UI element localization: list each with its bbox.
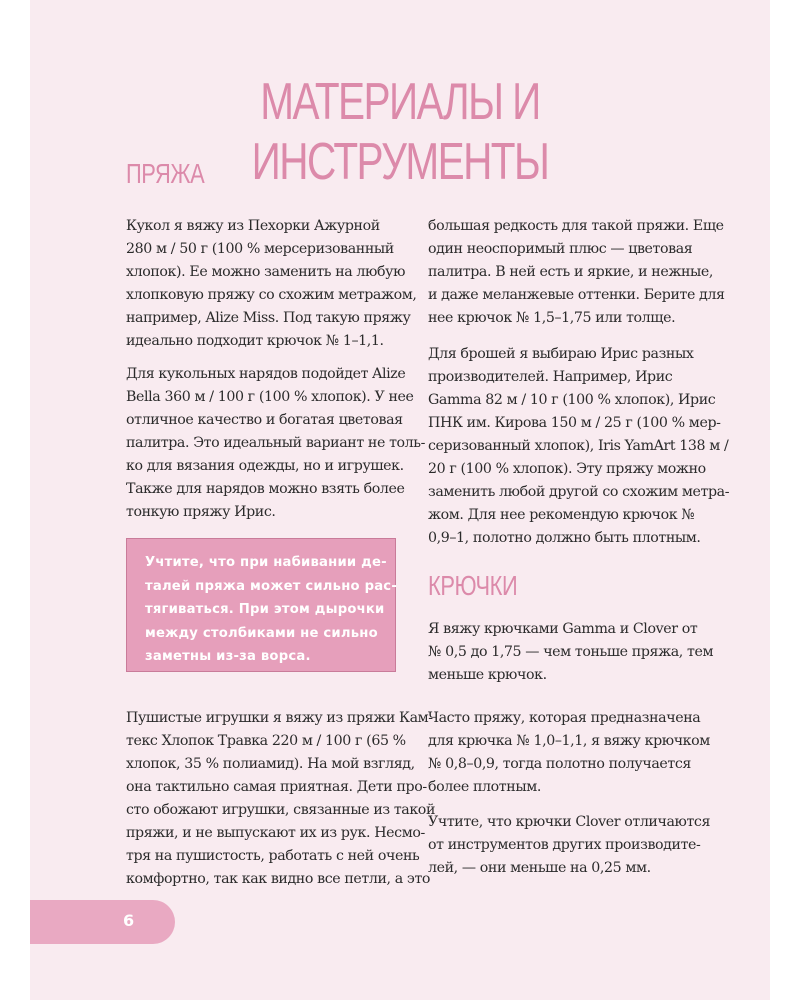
yarn-heading: ПРЯЖА [126,158,205,189]
text-line: Учтите, что крючки Clover отличаются [428,814,711,830]
text-line: 20 г (100 % хлопок). Эту пряжу можно [428,461,706,477]
hooks-paragraph-2 [428,707,710,799]
text-line: Также для нарядов можно взять более [126,481,405,497]
text-line: серизованный хлопок), Iris YamArt 138 м / [428,438,729,454]
text-line: идеально подходит крючок № 1–1,1. [126,333,384,349]
yarn-paragraph-3 [126,707,435,891]
text-line: производителей. Например, Ирис [428,369,673,385]
text-line: Учтите, что при набивании де- [145,555,387,570]
text-line: Для кукольных нарядов подойдет Alize [126,366,406,382]
yarn-paragraph-1 [126,215,417,353]
page [30,0,770,1000]
text-line: Часто пряжу, которая предназначена [428,710,701,726]
hooks-heading: КРЮЧКИ [428,570,518,601]
text-line: Bella 360 м / 100 г (100 % хлопок). У нее [126,389,414,405]
yarn-paragraph-2 [126,363,425,524]
text-line: палитра. Это идеальный вариант не толь- [126,435,425,451]
text-line: меньше крючок. [428,667,547,683]
text-line: Я вяжу крючками Gamma и Clover от [428,621,698,637]
hooks-paragraph-3 [428,811,710,880]
note-box [126,538,396,672]
text-line: для крючка № 1,0–1,1, я вяжу крючком [428,733,710,749]
page-number: 6 [123,911,135,930]
text-line: жом. Для нее рекомендую крючок № [428,507,695,523]
text-line: хлопковую пряжу со схожим метражом, [126,287,417,303]
yarn-paragraph-5 [428,343,729,550]
text-line: хлопок, 35 % полиамид). На мой взгляд, [126,756,415,772]
text-line: и даже меланжевые оттенки. Берите для [428,287,725,303]
text-line: лей, — они меньше на 0,25 мм. [428,860,651,876]
text-line: тря на пушистость, работать с ней очень [126,848,420,864]
text-line: заменить любой другой со схожим метра- [428,484,730,500]
text-line: заметны из-за ворса. [145,649,311,664]
text-line: текс Хлопок Травка 220 м / 100 г (65 % [126,733,406,749]
text-line: нее крючок № 1,5–1,75 или толще. [428,310,676,326]
text-line: ко для вязания одежды, но и игрушек. [126,458,404,474]
text-line: № 0,8–0,9, тогда полотно получается [428,756,691,772]
text-line: палитра. В ней есть и яркие, и нежные, [428,264,714,280]
text-line: 280 м / 50 г (100 % мерсеризованный [126,241,394,257]
text-line: отличное качество и богатая цветовая [126,412,403,428]
text-line: Кукол я вяжу из Пехорки Ажурной [126,218,380,234]
text-line: между столбиками не сильно [145,625,378,641]
text-line: комфортно, так как видно все петли, а это [126,871,431,887]
text-line: № 0,5 до 1,75 — чем тоньше пряжа, тем [428,644,714,660]
text-line: 0,9–1, полотно должно быть плотным. [428,530,701,546]
yarn-paragraph-4 [428,215,725,330]
text-line: пряжи, и не выпускают их из рук. Несмо- [126,825,425,841]
text-line: хлопок). Ее можно заменить на любую [126,264,406,280]
text-line: сто обожают игрушки, связанные из такой [126,802,436,818]
text-line: от инструментов других производите- [428,837,701,853]
text-line: тонкую пряжу Ирис. [126,504,276,520]
text-line: талей пряжа может сильно рас- [145,578,397,594]
hooks-paragraph-1 [428,618,713,687]
text-line: например, Alize Miss. Под такую пряжу [126,310,411,326]
text-line: Пушистые игрушки я вяжу из пряжи Кам- [126,710,433,726]
text-line: она тактильно самая приятная. Дети про- [126,779,427,795]
text-line: Gamma 82 м / 10 г (100 % хлопок), Ирис [428,392,716,408]
text-line: Для брошей я выбираю Ирис разных [428,346,694,362]
text-line: большая редкость для такой пряжи. Еще [428,218,724,234]
text-line: тягиваться. При этом дырочки [145,602,385,617]
text-line: ПНК им. Кирова 150 м / 25 г (100 % мер- [428,415,721,431]
text-line: более плотным. [428,779,541,795]
text-line: один неоспоримый плюс — цветовая [428,241,693,257]
page-title: МАТЕРИАЛЫ И ИНСТРУМЕНТЫ [251,73,549,191]
page-number-tab [30,900,175,944]
